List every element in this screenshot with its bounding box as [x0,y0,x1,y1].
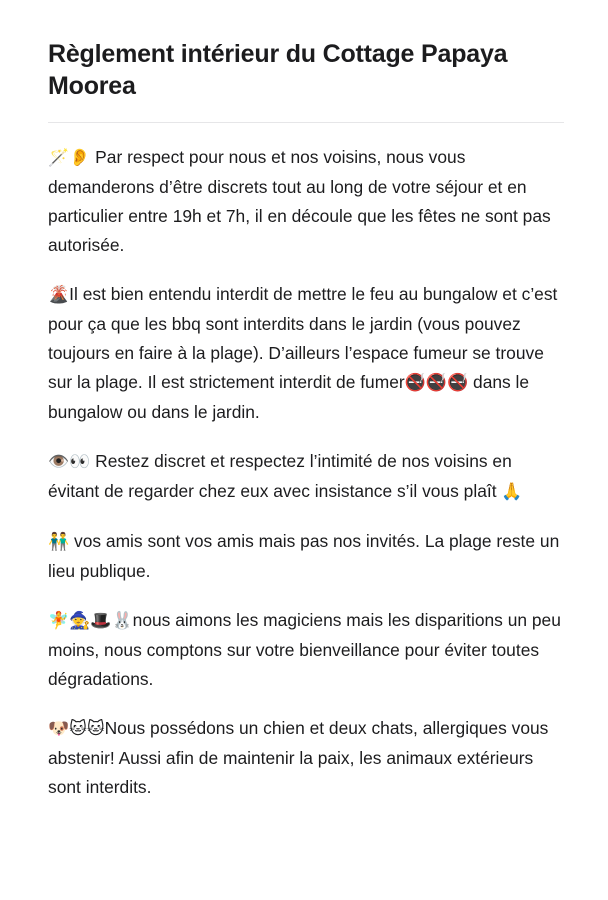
rule-fire [48,280,564,427]
rule-magicians [48,606,564,694]
rule-magicians-text: nous aimons les magiciens mais les disparitions un peu moins, nous comptons sur votre bienveillance pour éviter toutes dégradations. [48,610,561,689]
rule-pets-text: Nous possédons un chien et deux chats, allergiques vous abstenir! Aussi afin de maintenir la paix, les animaux extérieurs sont interdits. [48,718,549,797]
rule-quiet-text: Par respect pour nous et nos voisins, nous vous demanderons d’être discrets tout au long de votre séjour et en particulier entre 19h et 7h, il en découle que les fêtes ne sont pas autorisée. [48,147,551,255]
eyes-icon: 👁️👀 [48,452,91,472]
volcano-icon: 🌋 [48,285,70,305]
no-smoking-icon: 🚭🚭🚭 [404,373,469,393]
rule-quiet [48,143,564,260]
rule-fire-text: Il est bien entendu interdit de mettre le feu au bungalow et c’est pour ça que les bbq sont interdits dans le jardin (vous pouvez toujours en faire à la plage). D’ailleurs l’espace fumeur se trouve sur la plage. Il est strictement interdit de fumer [48,284,558,392]
rule-friends-text: vos amis sont vos amis mais pas nos invités. La plage reste un lieu publique. [48,531,560,581]
rule-friends [48,527,564,586]
praying-hands-icon: 🙏 [501,482,523,502]
rule-fire-text-end: dans le bungalow ou dans le jardin. [48,372,530,422]
title-divider [48,122,564,123]
fairy-wizard-hat-rabbit-icon: 🧚🧙🎩🐰 [48,611,133,631]
rules-list [48,143,564,802]
page-title: Règlement intérieur du Cottage Papaya Moorea [48,40,508,100]
two-men-icon: 👬 [48,532,70,552]
rule-privacy-text: Restez discret et respectez l’intimité de nos voisins en évitant de regarder chez eux avec insistance s’il vous plaît [48,451,512,501]
rule-privacy [48,447,564,507]
dog-cats-icon: 🐶🐱🐱 [48,719,105,739]
rule-pets [48,714,564,802]
wand-ear-icon: 🪄👂 [48,148,91,168]
